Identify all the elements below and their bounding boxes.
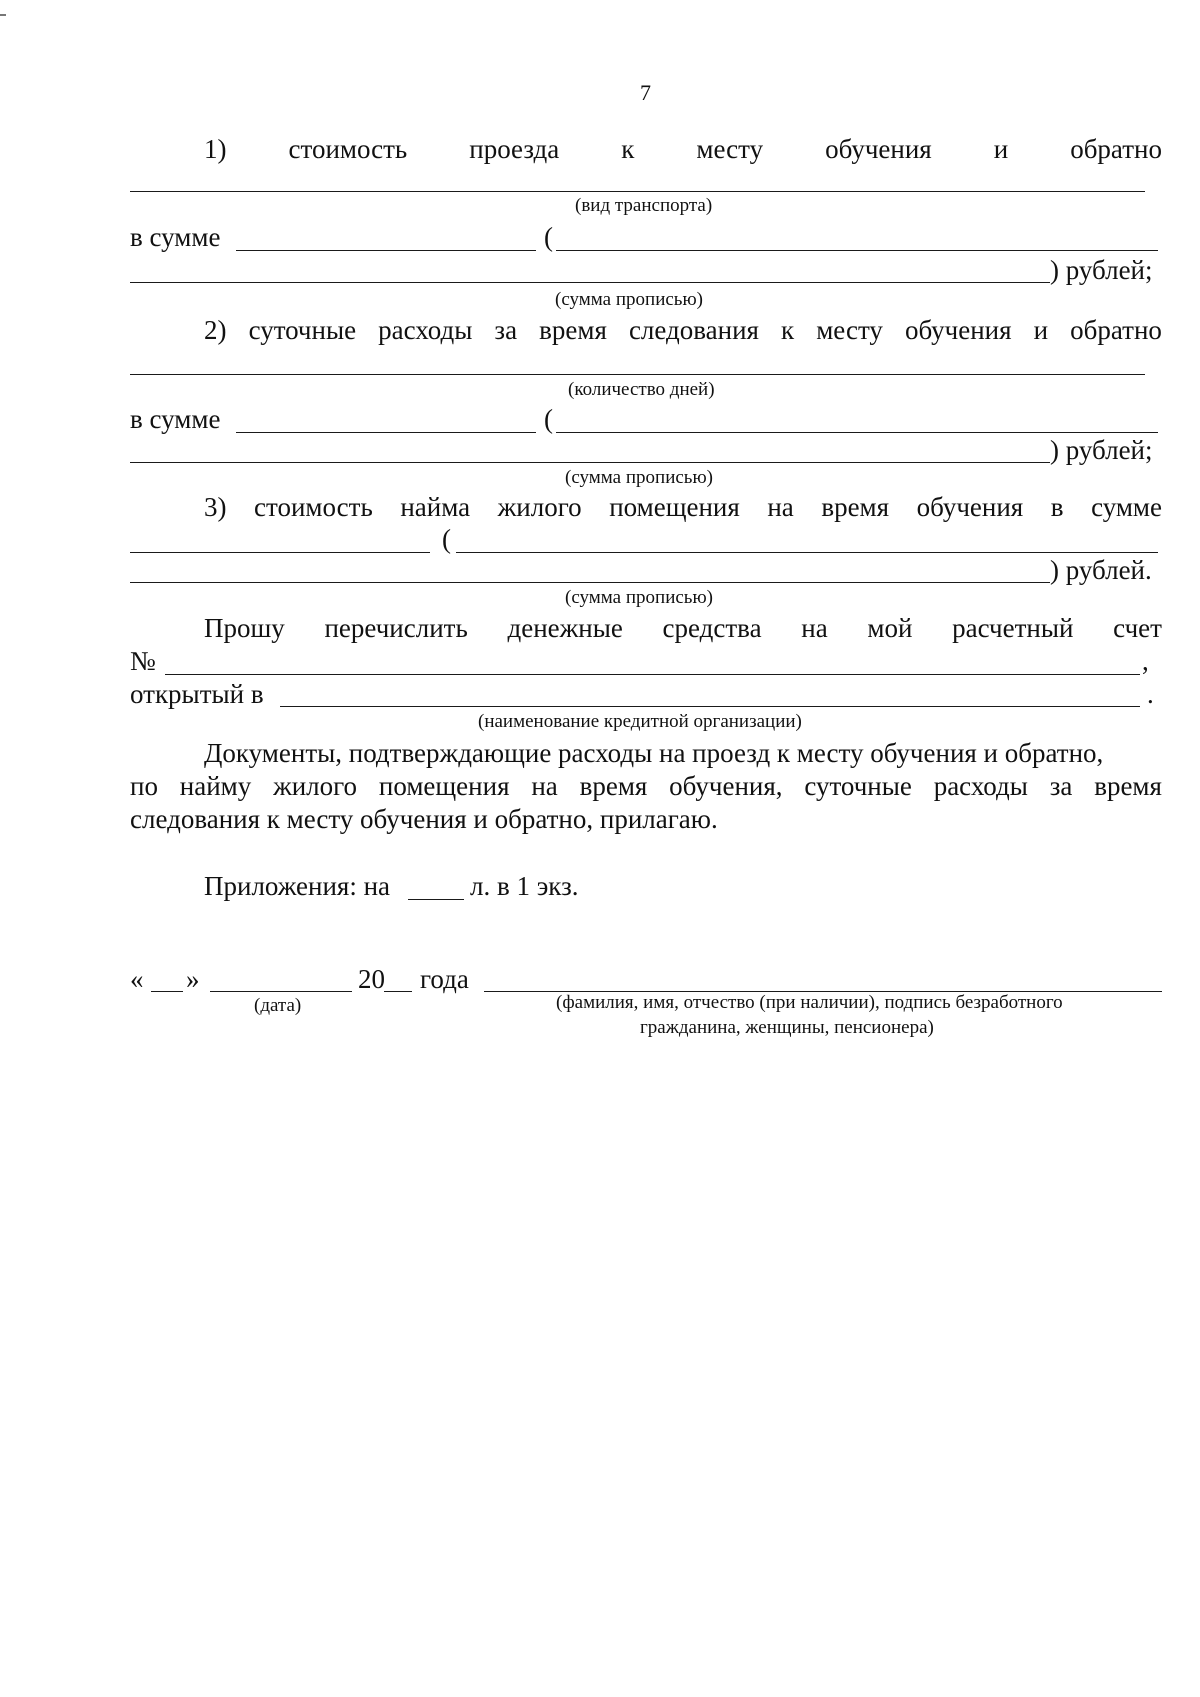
- documents-word: на: [531, 771, 558, 801]
- page-number: 7: [640, 80, 651, 105]
- item1-amount-words-field[interactable]: [556, 250, 1158, 251]
- request-word: счет: [1113, 613, 1162, 643]
- documents-word: жилого: [273, 771, 358, 801]
- item2-word: следования: [628, 315, 759, 345]
- item3-paren-open: (: [442, 524, 451, 554]
- item2-amount-words-field-cont[interactable]: [130, 462, 1050, 463]
- item1-heading: [204, 136, 1162, 163]
- item3-heading: [204, 494, 1162, 521]
- item3-amount-words-field[interactable]: [456, 552, 1158, 553]
- item1-word: проезда: [469, 134, 560, 164]
- request-word: Прошу: [204, 613, 285, 643]
- account-comma: ,: [1142, 646, 1149, 676]
- item1-words-caption: (сумма прописью): [555, 289, 703, 310]
- item3-words-caption: (сумма прописью): [565, 587, 713, 608]
- days-count-caption: (количество дней): [568, 379, 715, 400]
- date-caption: (дата): [254, 995, 302, 1016]
- documents-word: за: [1049, 771, 1073, 801]
- signer-caption-line-2: гражданина, женщины, пенсионера): [640, 1017, 934, 1038]
- bank-period: .: [1147, 679, 1154, 709]
- signer-caption-line-1: (фамилия, имя, отчество (при наличии), подпись безработного: [556, 992, 1063, 1013]
- date-year-field[interactable]: [384, 991, 412, 992]
- transport-type-caption: (вид транспорта): [575, 195, 713, 216]
- documents-word: расходы: [933, 771, 1028, 801]
- item3-word: на: [767, 492, 794, 522]
- item2-word: время: [539, 315, 607, 345]
- item1-amount-field[interactable]: [236, 250, 536, 251]
- item3-amount-words-field-cont[interactable]: [130, 582, 1050, 583]
- item3-word: обучения: [916, 492, 1024, 522]
- item2-heading: [204, 317, 1162, 344]
- item1-word: и: [993, 134, 1009, 164]
- account-number-field[interactable]: [165, 674, 1140, 675]
- item1-word: 1): [204, 134, 227, 164]
- item1-word: месту: [696, 134, 764, 164]
- request-word: средства: [662, 613, 762, 643]
- documents-line-1: Документы, подтверждающие расходы на проезд к месту обучения и обратно,: [204, 738, 1104, 768]
- documents-word: время: [1094, 771, 1162, 801]
- item2-amount-words-field[interactable]: [556, 432, 1158, 433]
- item2-word: и: [1033, 315, 1049, 345]
- item3-word: стоимость: [254, 492, 373, 522]
- bank-name-field[interactable]: [280, 706, 1140, 707]
- item2-word: суточные: [248, 315, 357, 345]
- request-word: перечислить: [324, 613, 468, 643]
- item1-rubles-label: ) рублей;: [1050, 255, 1153, 285]
- item1-in-sum-label: в сумме: [130, 222, 221, 252]
- attachments-suffix: л. в 1 экз.: [470, 871, 579, 901]
- item3-rubles-label: ) рублей.: [1050, 555, 1152, 585]
- request-word: мой: [867, 613, 913, 643]
- documents-word: обучения,: [669, 771, 783, 801]
- date-year-word: года: [420, 964, 469, 994]
- item2-word: за: [494, 315, 518, 345]
- item2-in-sum-label: в сумме: [130, 404, 221, 434]
- item3-word: найма: [400, 492, 471, 522]
- item2-word: 2): [204, 315, 227, 345]
- request-word: денежные: [507, 613, 623, 643]
- item2-word: к: [781, 315, 795, 345]
- item2-word: месту: [816, 315, 883, 345]
- item1-word: стоимость: [288, 134, 408, 164]
- documents-word: помещения: [378, 771, 510, 801]
- transport-type-field[interactable]: [130, 191, 1145, 192]
- attachments-pages-field[interactable]: [408, 899, 464, 900]
- days-count-field[interactable]: [130, 374, 1145, 375]
- item2-amount-field[interactable]: [236, 432, 536, 433]
- request-word: на: [801, 613, 828, 643]
- item3-amount-field[interactable]: [130, 552, 430, 553]
- item1-word: обучения: [825, 134, 932, 164]
- request-heading: [204, 615, 1162, 642]
- date-year-prefix: 20: [358, 964, 385, 994]
- item1-word: к: [621, 134, 635, 164]
- item2-rubles-label: ) рублей;: [1050, 435, 1153, 465]
- date-quote-close: »: [186, 964, 200, 994]
- date-month-field[interactable]: [210, 991, 352, 992]
- item3-word: в: [1050, 492, 1064, 522]
- scan-edge-mark: [0, 14, 6, 16]
- attachments-prefix: Приложения: на: [204, 871, 391, 901]
- item2-paren-open: (: [544, 404, 553, 434]
- date-day-field[interactable]: [151, 991, 183, 992]
- request-word: расчетный: [952, 613, 1074, 643]
- item3-word: время: [821, 492, 890, 522]
- documents-line-2: [130, 773, 1162, 800]
- item2-words-caption: (сумма прописью): [565, 467, 713, 488]
- documents-line-3: следования к месту обучения и обратно, прилагаю.: [130, 804, 718, 834]
- documents-word: по: [130, 771, 158, 801]
- account-number-sign: №: [130, 646, 156, 676]
- item1-paren-open: (: [544, 222, 553, 252]
- item2-word: обучения: [904, 315, 1012, 345]
- bank-name-caption: (наименование кредитной организации): [478, 711, 802, 732]
- item1-word: обратно: [1070, 134, 1162, 164]
- item2-word: обратно: [1070, 315, 1162, 345]
- item3-word: жилого: [497, 492, 582, 522]
- item1-amount-words-field-cont[interactable]: [130, 282, 1050, 283]
- documents-word: суточные: [804, 771, 912, 801]
- item2-word: расходы: [378, 315, 473, 345]
- item3-word: сумме: [1091, 492, 1162, 522]
- documents-word: время: [579, 771, 648, 801]
- documents-word: найму: [179, 771, 252, 801]
- item3-word: помещения: [609, 492, 740, 522]
- item3-word: 3): [204, 492, 227, 522]
- date-quote-open: «: [130, 964, 144, 994]
- opened-in-label: открытый в: [130, 679, 264, 709]
